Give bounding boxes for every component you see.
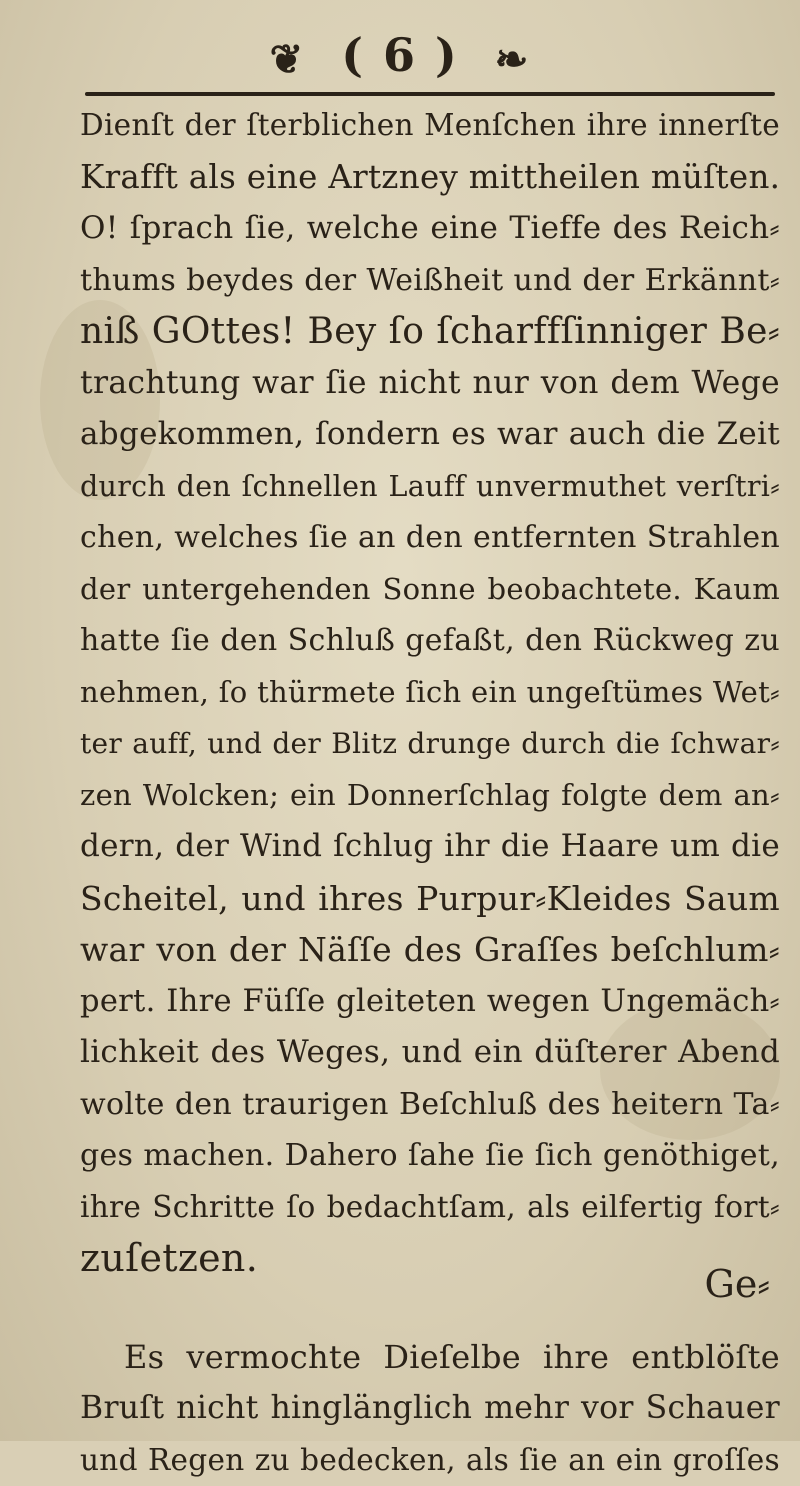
text-line: Scheitel, und ihres Purpur⸗Kleides Saum [80, 873, 780, 925]
text-line: dern, der Wind ſchlug ihr die Haare um die [80, 821, 780, 873]
text-line: pert. Ihre Füſſe gleiteten wegen Ungemäch⸗ [80, 976, 780, 1028]
header-rule [85, 92, 775, 96]
text-line: ter auff, und der Blitz drunge durch die ſchwar⸗ [80, 718, 780, 770]
text-line: ges machen. Dahero ſahe ſie ſich genöthiget, [80, 1130, 780, 1182]
text-line: durch den ſchnellen Lauff unvermuthet verſtri⸗ [80, 461, 780, 513]
text-line: nehmen, ſo thürmete ſich ein ungeſtümes Wet⸗ [80, 667, 780, 719]
text-line: lichkeit des Weges, und ein düſterer Abend [80, 1027, 780, 1079]
paragraph-gap [80, 1285, 780, 1332]
text-line: chen, welches ſie an den entfernten Strahlen [80, 512, 780, 564]
catchword: Ge⸗ [705, 1262, 771, 1307]
text-line: Krafft als eine Artzney mittheilen müſten. [80, 152, 780, 204]
text-line: trachtung war ſie nicht nur von dem Wege [80, 358, 780, 410]
text-line: zuſetzen. [80, 1233, 780, 1285]
body-text [80, 100, 780, 1486]
text-line: der untergehenden Sonne beobachtete. Kaum [80, 564, 780, 616]
text-line: Es vermochte Dieſelbe ihre entblöſte [80, 1332, 780, 1384]
text-line: Bruſt nicht hinglänglich mehr vor Schauer [80, 1383, 780, 1435]
text-line: O! ſprach ſie, welche eine Tieffe des Reich⸗ [80, 203, 780, 255]
text-line: zen Wolcken; ein Donnerſchlag folgte dem an⸗ [80, 770, 780, 822]
text-line: und Regen zu bedecken, als ſie an ein groſſes [80, 1435, 780, 1486]
text-line: thums beydes der Weißheit und der Erkännt⸗ [80, 255, 780, 307]
page-header [0, 28, 800, 83]
text-line: wolte den traurigen Beſchluß des heitern Ta⸗ [80, 1079, 780, 1131]
text-line: ihre Schritte ſo bedachtſam, als eilfertig fort⸗ [80, 1182, 780, 1234]
text-line: niß GOttes! Bey ſo ſcharffſinniger Be⸗ [80, 306, 780, 358]
right-ornament-icon: ❧ [495, 36, 531, 83]
text-line: hatte ſie den Schluß gefaßt, den Rückweg zu [80, 615, 780, 667]
text-line: war von der Näſſe des Graſſes beſchlum⸗ [80, 924, 780, 976]
text-line: abgekommen, ſondern es war auch die Zeit [80, 409, 780, 461]
left-ornament-icon: ❦ [270, 36, 306, 83]
page-number: ( 6 ) [341, 28, 459, 82]
text-line: Dienſt der ſterblichen Menſchen ihre innerſte [80, 100, 780, 152]
